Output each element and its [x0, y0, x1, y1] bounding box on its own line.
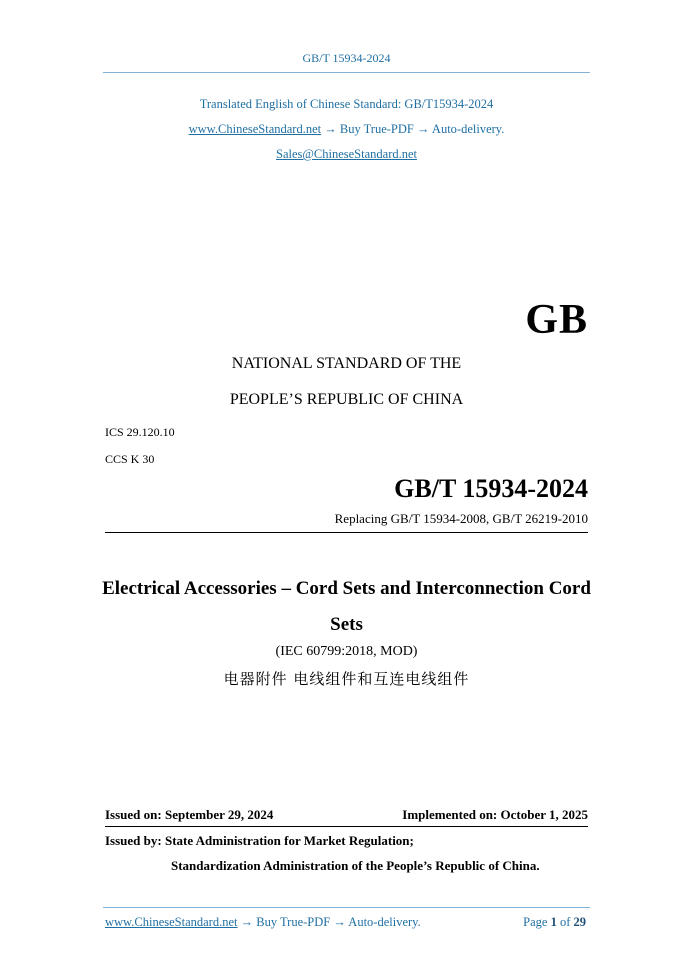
footer-divider	[103, 907, 590, 908]
header-divider	[103, 72, 590, 73]
replacing-note: Replacing GB/T 15934-2008, GB/T 26219-2010	[334, 511, 588, 526]
ccs-code: CCS K 30	[105, 452, 155, 466]
footer-buy-text: → Buy True-PDF → Auto-delivery.	[240, 915, 421, 929]
page-current: 1	[550, 915, 557, 929]
site-link[interactable]: www.ChineseStandard.net	[188, 122, 322, 136]
issuer-line2: Standardization Administration of the People’s Republic of China.	[171, 858, 540, 873]
footer-site-link[interactable]: www.ChineseStandard.net	[105, 915, 238, 929]
page-label: Page	[523, 915, 548, 929]
gb-logo: GB	[525, 297, 588, 343]
translation-notice: Translated English of Chinese Standard: GB/T15934-2024	[199, 97, 494, 111]
document-title-line1: Electrical Accessories – Cord Sets and Interconnection Cord	[102, 578, 591, 599]
issued-date: Issued on: September 29, 2024	[105, 807, 274, 822]
email-link[interactable]: Sales@ChineseStandard.net	[276, 147, 417, 161]
national-standard-line2: PEOPLE’S REPUBLIC OF CHINA	[229, 391, 464, 408]
chinese-title: 电器附件 电线组件和互连电线组件	[223, 670, 470, 688]
page-of: of	[559, 915, 571, 929]
page-indicator	[523, 915, 586, 930]
document-title-line2: Sets	[330, 614, 363, 635]
buy-text: → Buy True-PDF → Auto-delivery.	[324, 122, 505, 136]
standard-number: GB/T 15934-2024	[394, 474, 588, 503]
email-line	[0, 147, 693, 162]
running-header: GB/T 15934-2024	[302, 51, 391, 65]
ics-code: ICS 29.120.10	[105, 425, 175, 439]
page-total: 29	[573, 915, 586, 929]
implemented-date: Implemented on: October 1, 2025	[402, 807, 588, 822]
dates-divider	[105, 826, 588, 827]
issuer-line1: Issued by: State Administration for Market Regulation;	[105, 833, 414, 848]
title-divider	[105, 532, 588, 533]
iec-reference: (IEC 60799:2018, MOD)	[275, 644, 418, 659]
national-standard-line1: NATIONAL STANDARD OF THE	[231, 355, 462, 372]
footer-purchase-line	[105, 915, 421, 930]
purchase-line	[0, 122, 693, 137]
